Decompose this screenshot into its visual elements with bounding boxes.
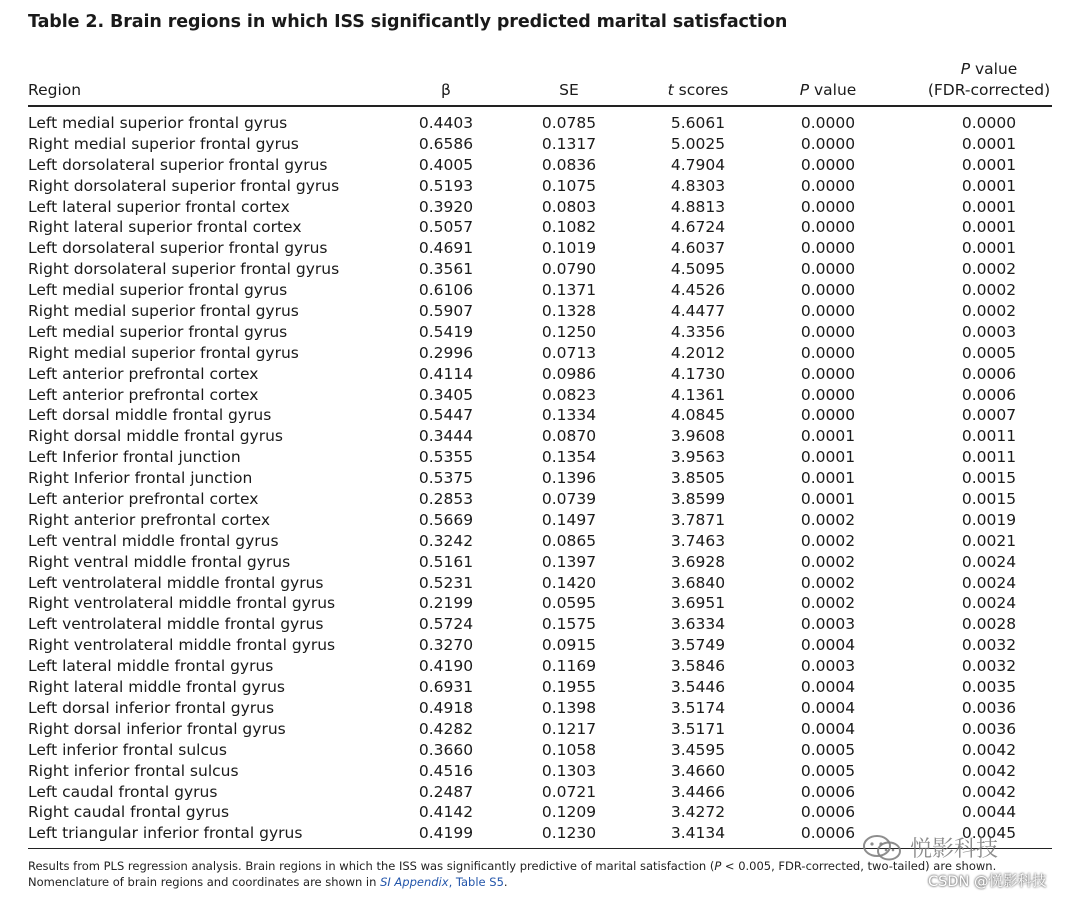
table-row bbox=[0, 385, 1080, 406]
cell-se: 0.0790 bbox=[541, 260, 597, 279]
header-beta: β bbox=[441, 81, 451, 99]
cell-p-value: 0.0003 bbox=[800, 657, 856, 676]
cell-t-score: 4.2012 bbox=[670, 343, 726, 362]
header-rule bbox=[28, 105, 1052, 107]
cell-fdr-p-value: 0.0015 bbox=[961, 469, 1017, 488]
cell-beta: 0.2996 bbox=[418, 343, 474, 362]
cell-beta: 0.3660 bbox=[418, 740, 474, 759]
cell-beta: 0.5447 bbox=[418, 406, 474, 425]
cell-t-score: 4.0845 bbox=[670, 406, 726, 425]
cell-se: 0.1955 bbox=[541, 678, 597, 697]
header-p-rest: value bbox=[809, 81, 857, 99]
table-row bbox=[0, 635, 1080, 656]
cell-p-value: 0.0005 bbox=[800, 761, 856, 780]
cell-region: Right dorsal inferior frontal gyrus bbox=[28, 719, 286, 738]
cell-region: Left inferior frontal sulcus bbox=[28, 740, 227, 759]
cell-fdr-p-value: 0.0006 bbox=[961, 364, 1017, 383]
cell-fdr-p-value: 0.0011 bbox=[961, 427, 1017, 446]
table-row bbox=[0, 656, 1080, 677]
cell-beta: 0.3405 bbox=[418, 385, 474, 404]
cell-p-value: 0.0000 bbox=[800, 385, 856, 404]
cell-fdr-p-value: 0.0007 bbox=[961, 406, 1017, 425]
cell-se: 0.1058 bbox=[541, 740, 597, 759]
cell-p-value: 0.0002 bbox=[800, 594, 856, 613]
cell-se: 0.1169 bbox=[541, 657, 597, 676]
cell-p-value: 0.0001 bbox=[800, 469, 856, 488]
cell-t-score: 3.6928 bbox=[670, 552, 726, 571]
cell-region: Left lateral middle frontal gyrus bbox=[28, 657, 274, 676]
table-row bbox=[0, 405, 1080, 426]
table-row bbox=[0, 593, 1080, 614]
cell-beta: 0.5193 bbox=[418, 176, 474, 195]
cell-se: 0.1396 bbox=[541, 469, 597, 488]
cell-region: Left Inferior frontal junction bbox=[28, 448, 241, 467]
cell-se: 0.1217 bbox=[541, 719, 597, 738]
cell-fdr-p-value: 0.0001 bbox=[961, 197, 1017, 216]
cell-t-score: 4.1730 bbox=[670, 364, 726, 383]
cell-t-score: 3.5446 bbox=[670, 678, 726, 697]
cell-region: Left caudal frontal gyrus bbox=[28, 782, 218, 801]
table-row bbox=[0, 426, 1080, 447]
cell-se: 0.1420 bbox=[541, 573, 597, 592]
table-title: Table 2. Brain regions in which ISS significantly predicted marital satisfaction bbox=[28, 12, 788, 32]
watermark-text: 悦影科技 bbox=[910, 837, 999, 862]
table-row bbox=[0, 719, 1080, 740]
cell-region: Right lateral middle frontal gyrus bbox=[28, 678, 286, 697]
cell-se: 0.1334 bbox=[541, 406, 597, 425]
cell-t-score: 3.8505 bbox=[670, 469, 726, 488]
table-row bbox=[0, 301, 1080, 322]
cell-p-value: 0.0004 bbox=[800, 636, 856, 655]
cell-t-score: 3.4660 bbox=[670, 761, 726, 780]
cell-region: Left dorsal middle frontal gyrus bbox=[28, 406, 272, 425]
cell-fdr-p-value: 0.0024 bbox=[961, 573, 1017, 592]
cell-beta: 0.2853 bbox=[418, 490, 474, 509]
header-fdr-line1 bbox=[961, 59, 1018, 80]
cell-p-value: 0.0002 bbox=[800, 531, 856, 550]
cell-fdr-p-value: 0.0032 bbox=[961, 636, 1017, 655]
header-t-italic: t bbox=[667, 81, 674, 99]
cell-t-score: 4.6037 bbox=[670, 239, 726, 258]
cell-p-value: 0.0000 bbox=[800, 176, 856, 195]
cell-se: 0.1250 bbox=[541, 322, 597, 341]
cell-beta: 0.4918 bbox=[418, 698, 474, 717]
cell-se: 0.0865 bbox=[541, 531, 597, 550]
cell-p-value: 0.0000 bbox=[800, 197, 856, 216]
cell-se: 0.0785 bbox=[541, 114, 597, 132]
table-row bbox=[0, 176, 1080, 197]
cell-beta: 0.4516 bbox=[418, 761, 474, 780]
cell-beta: 0.4005 bbox=[418, 155, 474, 174]
cell-fdr-p-value: 0.0003 bbox=[961, 322, 1017, 341]
cell-fdr-p-value: 0.0044 bbox=[961, 803, 1017, 822]
watermark bbox=[862, 832, 998, 863]
cell-se: 0.1328 bbox=[541, 302, 597, 321]
cell-fdr-p-value: 0.0002 bbox=[961, 260, 1017, 279]
cell-region: Right ventral middle frontal gyrus bbox=[28, 552, 291, 571]
cell-t-score: 4.3356 bbox=[670, 322, 726, 341]
cell-region: Right medial superior frontal gyrus bbox=[28, 134, 299, 153]
footnote-end: . bbox=[503, 875, 508, 889]
header-region: Region bbox=[28, 81, 82, 99]
cell-fdr-p-value: 0.0028 bbox=[961, 615, 1017, 634]
cell-se: 0.1497 bbox=[541, 510, 597, 529]
table-row bbox=[0, 761, 1080, 782]
cell-region: Right ventrolateral middle frontal gyrus bbox=[28, 594, 336, 613]
cell-se: 0.0595 bbox=[541, 594, 597, 613]
cell-t-score: 3.4272 bbox=[670, 803, 726, 822]
cell-t-score: 3.4595 bbox=[670, 740, 726, 759]
table-row bbox=[0, 343, 1080, 364]
si-appendix-link[interactable] bbox=[380, 875, 504, 889]
cell-t-score: 3.6840 bbox=[670, 573, 726, 592]
table-row bbox=[0, 322, 1080, 343]
cell-t-score: 4.8303 bbox=[670, 176, 726, 195]
cell-p-value: 0.0000 bbox=[800, 134, 856, 153]
table-row bbox=[0, 698, 1080, 719]
cell-fdr-p-value: 0.0021 bbox=[961, 531, 1017, 550]
cell-region: Left dorsal inferior frontal gyrus bbox=[28, 698, 275, 717]
cell-region: Left anterior prefrontal cortex bbox=[28, 490, 259, 509]
cell-p-value: 0.0004 bbox=[800, 719, 856, 738]
cell-region: Right lateral superior frontal cortex bbox=[28, 218, 302, 237]
cell-t-score: 3.5171 bbox=[670, 719, 726, 738]
cell-p-value: 0.0000 bbox=[800, 322, 856, 341]
table-row bbox=[0, 468, 1080, 489]
cell-se: 0.0739 bbox=[541, 490, 597, 509]
cell-t-score: 3.5174 bbox=[670, 698, 726, 717]
header-p-value bbox=[800, 80, 857, 101]
cell-se: 0.1230 bbox=[541, 824, 597, 843]
cell-beta: 0.6106 bbox=[418, 281, 474, 300]
cell-t-score: 4.4526 bbox=[670, 281, 726, 300]
cell-region: Right medial superior frontal gyrus bbox=[28, 343, 299, 362]
cell-beta: 0.4691 bbox=[418, 239, 474, 258]
cell-se: 0.0823 bbox=[541, 385, 597, 404]
cell-fdr-p-value: 0.0019 bbox=[961, 510, 1017, 529]
table-row bbox=[0, 740, 1080, 761]
cell-se: 0.0713 bbox=[541, 343, 597, 362]
table-row bbox=[0, 782, 1080, 803]
cell-region: Left ventrolateral middle frontal gyrus bbox=[28, 615, 324, 634]
cell-fdr-p-value: 0.0015 bbox=[961, 490, 1017, 509]
cell-p-value: 0.0001 bbox=[800, 490, 856, 509]
si-appendix-link-rest: , Table S5 bbox=[448, 875, 504, 889]
cell-t-score: 3.8599 bbox=[670, 490, 726, 509]
cell-p-value: 0.0000 bbox=[800, 114, 856, 132]
table-row bbox=[0, 531, 1080, 552]
cell-p-value: 0.0003 bbox=[800, 615, 856, 634]
cell-beta: 0.5669 bbox=[418, 510, 474, 529]
cell-beta: 0.4403 bbox=[418, 114, 474, 132]
cell-region: Right caudal frontal gyrus bbox=[28, 803, 230, 822]
cell-beta: 0.4282 bbox=[418, 719, 474, 738]
cell-fdr-p-value: 0.0006 bbox=[961, 385, 1017, 404]
table-row bbox=[0, 238, 1080, 259]
table-body bbox=[0, 113, 1080, 844]
cell-fdr-p-value: 0.0042 bbox=[961, 761, 1017, 780]
table-row bbox=[0, 802, 1080, 823]
cell-t-score: 3.5846 bbox=[670, 657, 726, 676]
cell-region: Left medial superior frontal gyrus bbox=[28, 322, 288, 341]
header-se: SE bbox=[559, 81, 579, 99]
cell-fdr-p-value: 0.0001 bbox=[961, 239, 1017, 258]
cell-se: 0.1019 bbox=[541, 239, 597, 258]
cell-se: 0.0803 bbox=[541, 197, 597, 216]
cell-se: 0.1354 bbox=[541, 448, 597, 467]
cell-beta: 0.3242 bbox=[418, 531, 474, 550]
cell-p-value: 0.0000 bbox=[800, 281, 856, 300]
table-row bbox=[0, 510, 1080, 531]
cell-se: 0.1398 bbox=[541, 698, 597, 717]
cell-region: Right inferior frontal sulcus bbox=[28, 761, 239, 780]
cell-beta: 0.4142 bbox=[418, 803, 474, 822]
cell-beta: 0.5231 bbox=[418, 573, 474, 592]
cell-p-value: 0.0002 bbox=[800, 510, 856, 529]
header-fdr-p-rest: value bbox=[970, 60, 1018, 78]
cell-region: Left medial superior frontal gyrus bbox=[28, 114, 288, 132]
header-fdr-p-italic: P bbox=[960, 60, 971, 78]
cell-p-value: 0.0000 bbox=[800, 302, 856, 321]
cell-region: Right Inferior frontal junction bbox=[28, 469, 253, 488]
table-row bbox=[0, 197, 1080, 218]
cell-p-value: 0.0004 bbox=[800, 698, 856, 717]
cell-beta: 0.3444 bbox=[418, 427, 474, 446]
cell-t-score: 3.7871 bbox=[670, 510, 726, 529]
cell-se: 0.1082 bbox=[541, 218, 597, 237]
table-row bbox=[0, 677, 1080, 698]
cell-se: 0.1303 bbox=[541, 761, 597, 780]
table-row bbox=[0, 134, 1080, 155]
cell-t-score: 4.7904 bbox=[670, 155, 726, 174]
cell-p-value: 0.0002 bbox=[800, 573, 856, 592]
cell-region: Right medial superior frontal gyrus bbox=[28, 302, 299, 321]
cell-beta: 0.4190 bbox=[418, 657, 474, 676]
cell-region: Left ventrolateral middle frontal gyrus bbox=[28, 573, 324, 592]
cell-region: Right dorsolateral superior frontal gyrus bbox=[28, 260, 340, 279]
cell-beta: 0.3270 bbox=[418, 636, 474, 655]
table-row bbox=[0, 573, 1080, 594]
cell-fdr-p-value: 0.0042 bbox=[961, 740, 1017, 759]
cell-se: 0.0870 bbox=[541, 427, 597, 446]
cell-beta: 0.5724 bbox=[418, 615, 474, 634]
cell-se: 0.0915 bbox=[541, 636, 597, 655]
cell-beta: 0.5375 bbox=[418, 469, 474, 488]
cell-fdr-p-value: 0.0035 bbox=[961, 678, 1017, 697]
cell-beta: 0.5355 bbox=[418, 448, 474, 467]
cell-se: 0.1209 bbox=[541, 803, 597, 822]
cell-t-score: 3.9563 bbox=[670, 448, 726, 467]
cell-t-score: 3.4134 bbox=[670, 824, 726, 843]
cell-p-value: 0.0004 bbox=[800, 678, 856, 697]
footnote-part2: < 0.005, FDR-corrected, two-tailed) are shown. Nomenclature of brain regions and coordinates are shown in bbox=[28, 859, 997, 889]
cell-fdr-p-value: 0.0024 bbox=[961, 594, 1017, 613]
cell-beta: 0.5057 bbox=[418, 218, 474, 237]
cell-se: 0.1371 bbox=[541, 281, 597, 300]
cell-p-value: 0.0001 bbox=[800, 427, 856, 446]
cell-t-score: 3.7463 bbox=[670, 531, 726, 550]
cell-se: 0.1317 bbox=[541, 134, 597, 153]
cell-beta: 0.4114 bbox=[418, 364, 474, 383]
cell-p-value: 0.0006 bbox=[800, 782, 856, 801]
footnote-part1: Results from PLS regression analysis. Brain regions in which the ISS was significantly predictive of marital satisfaction ( bbox=[28, 859, 715, 873]
table-row bbox=[0, 217, 1080, 238]
header-fdr-line2: (FDR-corrected) bbox=[927, 81, 1051, 99]
csdn-watermark: CSDN @悦影科技 bbox=[928, 874, 1047, 890]
cell-fdr-p-value: 0.0032 bbox=[961, 657, 1017, 676]
cell-fdr-p-value: 0.0045 bbox=[961, 824, 1017, 843]
cell-p-value: 0.0006 bbox=[800, 803, 856, 822]
cell-fdr-p-value: 0.0001 bbox=[961, 155, 1017, 174]
cell-p-value: 0.0006 bbox=[800, 824, 856, 843]
cell-p-value: 0.0005 bbox=[800, 740, 856, 759]
header-t-scores bbox=[668, 80, 729, 101]
cell-beta: 0.3561 bbox=[418, 260, 474, 279]
cell-region: Left ventral middle frontal gyrus bbox=[28, 531, 279, 550]
table-row bbox=[0, 364, 1080, 385]
cell-region: Left dorsolateral superior frontal gyrus bbox=[28, 239, 328, 258]
cell-t-score: 4.8813 bbox=[670, 197, 726, 216]
cell-p-value: 0.0000 bbox=[800, 155, 856, 174]
cell-fdr-p-value: 0.0001 bbox=[961, 218, 1017, 237]
cell-t-score: 5.6061 bbox=[670, 114, 726, 132]
table-row bbox=[0, 447, 1080, 468]
cell-t-score: 5.0025 bbox=[670, 134, 726, 153]
cell-region: Left dorsolateral superior frontal gyrus bbox=[28, 155, 328, 174]
cell-region: Left lateral superior frontal cortex bbox=[28, 197, 290, 216]
cell-t-score: 3.5749 bbox=[670, 636, 726, 655]
table-row bbox=[0, 280, 1080, 301]
cell-t-score: 4.4477 bbox=[670, 302, 726, 321]
cell-fdr-p-value: 0.0011 bbox=[961, 448, 1017, 467]
cell-beta: 0.2487 bbox=[418, 782, 474, 801]
cell-se: 0.1397 bbox=[541, 552, 597, 571]
cell-fdr-p-value: 0.0036 bbox=[961, 719, 1017, 738]
cell-se: 0.0721 bbox=[541, 782, 597, 801]
cell-region: Left medial superior frontal gyrus bbox=[28, 281, 288, 300]
cell-beta: 0.4199 bbox=[418, 824, 474, 843]
table-row bbox=[0, 113, 1080, 134]
cell-beta: 0.2199 bbox=[418, 594, 474, 613]
table-row bbox=[0, 155, 1080, 176]
cell-region: Right dorsolateral superior frontal gyrus bbox=[28, 176, 340, 195]
cell-region: Left anterior prefrontal cortex bbox=[28, 385, 259, 404]
cell-t-score: 4.1361 bbox=[670, 385, 726, 404]
cell-t-score: 3.4466 bbox=[670, 782, 726, 801]
cell-fdr-p-value: 0.0002 bbox=[961, 281, 1017, 300]
cell-region: Left triangular inferior frontal gyrus bbox=[28, 824, 303, 843]
header-p-italic: P bbox=[799, 81, 810, 99]
cell-beta: 0.3920 bbox=[418, 197, 474, 216]
cell-region: Left anterior prefrontal cortex bbox=[28, 364, 259, 383]
cell-beta: 0.6586 bbox=[418, 134, 474, 153]
cell-fdr-p-value: 0.0002 bbox=[961, 302, 1017, 321]
cell-t-score: 4.5095 bbox=[670, 260, 726, 279]
footnote-p-italic: P bbox=[714, 859, 722, 873]
cell-fdr-p-value: 0.0036 bbox=[961, 698, 1017, 717]
cell-se: 0.1075 bbox=[541, 176, 597, 195]
cell-beta: 0.6931 bbox=[418, 678, 474, 697]
table-row bbox=[0, 259, 1080, 280]
cell-p-value: 0.0000 bbox=[800, 260, 856, 279]
cell-p-value: 0.0000 bbox=[800, 343, 856, 362]
cell-t-score: 3.9608 bbox=[670, 427, 726, 446]
cell-beta: 0.5907 bbox=[418, 302, 474, 321]
cell-fdr-p-value: 0.0001 bbox=[961, 134, 1017, 153]
table-row bbox=[0, 552, 1080, 573]
wechat-icon bbox=[862, 834, 904, 862]
cell-p-value: 0.0000 bbox=[800, 239, 856, 258]
cell-t-score: 3.6951 bbox=[670, 594, 726, 613]
cell-t-score: 3.6334 bbox=[670, 615, 726, 634]
header-t-rest: scores bbox=[673, 81, 729, 99]
cell-p-value: 0.0000 bbox=[800, 218, 856, 237]
cell-region: Right anterior prefrontal cortex bbox=[28, 510, 271, 529]
cell-beta: 0.5419 bbox=[418, 322, 474, 341]
table-row bbox=[0, 614, 1080, 635]
cell-fdr-p-value: 0.0024 bbox=[961, 552, 1017, 571]
cell-fdr-p-value: 0.0000 bbox=[961, 114, 1017, 132]
cell-p-value: 0.0000 bbox=[800, 406, 856, 425]
cell-fdr-p-value: 0.0005 bbox=[961, 343, 1017, 362]
cell-se: 0.1575 bbox=[541, 615, 597, 634]
cell-p-value: 0.0001 bbox=[800, 448, 856, 467]
table-row bbox=[0, 489, 1080, 510]
cell-region: Right dorsal middle frontal gyrus bbox=[28, 427, 283, 446]
cell-t-score: 4.6724 bbox=[670, 218, 726, 237]
cell-se: 0.0836 bbox=[541, 155, 597, 174]
si-appendix-link-italic: SI Appendix bbox=[380, 875, 449, 889]
cell-beta: 0.5161 bbox=[418, 552, 474, 571]
cell-p-value: 0.0000 bbox=[800, 364, 856, 383]
cell-p-value: 0.0002 bbox=[800, 552, 856, 571]
cell-fdr-p-value: 0.0001 bbox=[961, 176, 1017, 195]
cell-fdr-p-value: 0.0042 bbox=[961, 782, 1017, 801]
cell-se: 0.0986 bbox=[541, 364, 597, 383]
cell-region: Right ventrolateral middle frontal gyrus bbox=[28, 636, 336, 655]
